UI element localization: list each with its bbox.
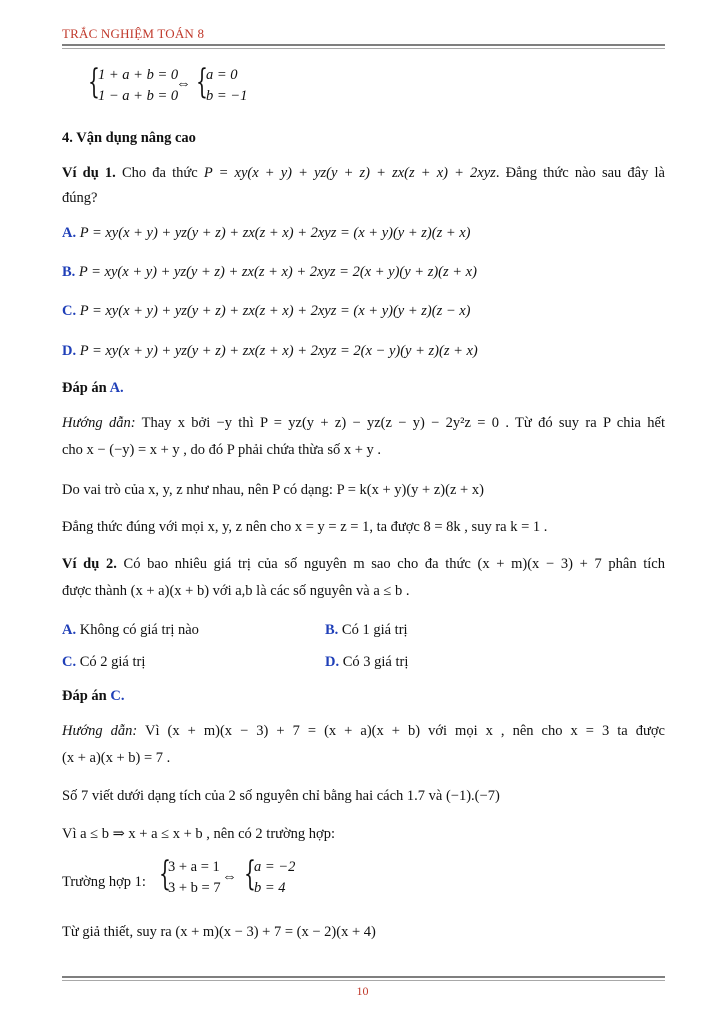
option-text: P = xy(x + y) + yz(y + z) + zx(z + x) + 2xyz = 2(x − y)(y + z)(z + x)	[79, 343, 478, 359]
answer-value: C.	[110, 688, 125, 704]
ex1-line-2: đúng?	[62, 190, 98, 206]
system-line: 1 + a + b = 0	[98, 67, 179, 83]
ex2-guide-4: Vì a ≤ b ⇒ x + a ≤ x + b , nên có 2 trường hợp:	[62, 826, 335, 842]
option-d	[62, 341, 478, 361]
option-letter: B.	[62, 264, 76, 280]
system-line: 3 + b = 7	[168, 880, 221, 896]
header-rule-thin	[62, 48, 665, 49]
ex2-answer	[62, 686, 124, 706]
section-title: 4. Vận dụng nâng cao	[62, 130, 196, 146]
footer-rule	[62, 976, 665, 978]
option-c	[62, 652, 145, 672]
option-b	[62, 262, 477, 282]
system-line: a = 0	[206, 67, 238, 83]
system-line: 1 − a + b = 0	[98, 88, 179, 104]
option-a	[62, 223, 471, 243]
option-b	[325, 620, 408, 640]
ex1-guide-2: cho x − (−y) = x + y , do đó P phải chứa thừa số x + y .	[62, 442, 382, 458]
left-brace-icon: {	[196, 62, 208, 102]
guide-text: Vì (x + m)(x − 3) + 7 = (x + a)(x + b) với mọi x , nên cho x = 3 ta được	[137, 723, 665, 739]
ex2-line-1	[62, 554, 665, 574]
option-letter: D.	[62, 343, 77, 359]
answer-label: Đáp án	[62, 380, 110, 396]
ex1-poly: P = xy(x + y) + yz(y + z) + zx(z + x) + 2xyz	[203, 165, 496, 181]
ex2-guide-2: (x + a)(x + b) = 7 .	[62, 750, 171, 766]
ex1-label: Ví dụ 1.	[62, 165, 116, 181]
option-a	[62, 620, 199, 640]
option-text: P = xy(x + y) + yz(y + z) + zx(z + x) + 2xyz = (x + y)(y + z)(z − x)	[79, 303, 471, 319]
guide-label: Hướng dẫn:	[62, 723, 138, 739]
equiv-icon: ⇔	[176, 76, 191, 92]
option-text: P = xy(x + y) + yz(y + z) + zx(z + x) + 2xyz = 2(x + y)(y + z)(z + x)	[78, 264, 477, 280]
option-text: Không có giá trị nào	[79, 622, 199, 638]
option-letter: C.	[62, 654, 77, 670]
ex1-text: . Đẳng thức nào sau đây là	[495, 165, 665, 181]
system-line: b = 4	[254, 880, 286, 896]
header-rule	[62, 44, 665, 46]
option-text: P = xy(x + y) + yz(y + z) + zx(z + x) + 2xyz = (x + y)(y + z)(z + x)	[79, 225, 471, 241]
option-c	[62, 301, 471, 321]
option-text: Có 2 giá trị	[79, 654, 146, 670]
option-letter: A.	[62, 622, 77, 638]
option-text: Có 1 giá trị	[341, 622, 408, 638]
page-number: 10	[356, 984, 369, 998]
answer-label: Đáp án	[62, 688, 111, 704]
ex1-text: Cho đa thức	[115, 165, 204, 181]
ex1-answer	[62, 378, 124, 398]
option-letter: D.	[325, 654, 340, 670]
page-header: TRẮC NGHIỆM TOÁN 8	[62, 26, 205, 41]
option-text: Có 3 giá trị	[342, 654, 409, 670]
ex2-text: Có bao nhiêu giá trị của số nguyên m sao cho đa thức (x + m)(x − 3) + 7 phân tích	[116, 556, 665, 572]
case1-label: Trường hợp 1:	[62, 874, 146, 890]
option-letter: A.	[62, 225, 77, 241]
ex1-guide-4: Đẳng thức đúng với mọi x, y, z nên cho x = y = z = 1, ta được 8 = 8k , suy ra k = 1 .	[62, 519, 548, 535]
left-brace-icon: {	[244, 854, 256, 894]
system-line: 3 + a = 1	[168, 859, 220, 875]
ex2-label: Ví dụ 2.	[62, 556, 117, 572]
guide-text: Thay x bởi −y thì P = yz(y + z) − yz(z − y) − 2y²z = 0 . Từ đó suy ra P chia hết	[135, 415, 665, 431]
guide-label: Hướng dẫn:	[62, 415, 136, 431]
ex2-guide-3: Số 7 viết dưới dạng tích của 2 số nguyên chỉ bằng hai cách 1.7 và (−1).(−7)	[62, 788, 500, 804]
ex2-guide-5: Từ giả thiết, suy ra (x + m)(x − 3) + 7 = (x − 2)(x + 4)	[62, 924, 376, 940]
ex1-guide-1	[62, 413, 665, 433]
option-letter: B.	[325, 622, 339, 638]
ex2-guide-1	[62, 721, 665, 741]
ex1-guide-3: Do vai trò của x, y, z như nhau, nên P có dạng: P = k(x + y)(y + z)(z + x)	[62, 482, 484, 498]
system-line: a = −2	[254, 859, 296, 875]
left-brace-icon: {	[159, 854, 171, 894]
ex2-line-2: được thành (x + a)(x + b) với a,b là các số nguyên và a ≤ b .	[62, 583, 410, 599]
option-letter: C.	[62, 303, 77, 319]
option-d	[325, 652, 408, 672]
ex1-line-1	[62, 163, 665, 183]
equiv-icon: ⇔	[222, 869, 237, 885]
system-line: b = −1	[206, 88, 248, 104]
left-brace-icon: {	[88, 62, 100, 102]
footer-rule-thin	[62, 980, 665, 981]
answer-value: A.	[109, 380, 124, 396]
